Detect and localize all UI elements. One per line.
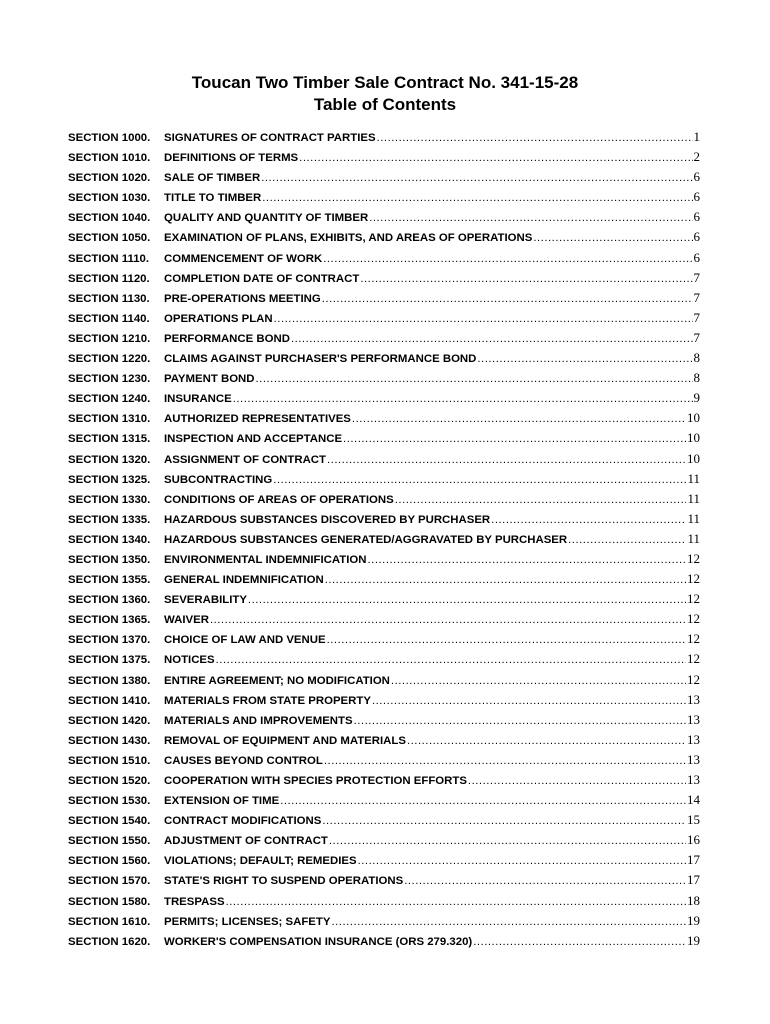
toc-entry[interactable]: [68, 129, 700, 149]
toc-entry[interactable]: [68, 290, 700, 310]
toc-entry[interactable]: [68, 189, 700, 209]
toc-page-number: 10: [687, 450, 700, 466]
toc-dot-leader: [248, 594, 686, 606]
toc-page-number: 13: [687, 751, 700, 767]
toc-entry[interactable]: [68, 692, 700, 712]
toc-section-number: SECTION 1220.: [68, 353, 151, 366]
toc-entry[interactable]: [68, 471, 700, 491]
toc-section-title: EXTENSION OF TIME: [164, 795, 280, 808]
toc-section-number: SECTION 1580.: [68, 895, 151, 908]
toc-entry[interactable]: [68, 430, 700, 450]
toc-entry[interactable]: [68, 933, 700, 953]
toc-entry[interactable]: [68, 893, 700, 913]
toc-entry[interactable]: [68, 370, 700, 390]
toc-page-number: 6: [693, 209, 700, 225]
toc-dot-leader: [404, 875, 686, 887]
toc-section-number: SECTION 1375.: [68, 654, 151, 667]
toc-page-number: 2: [693, 149, 700, 165]
toc-section-title: MATERIALS FROM STATE PROPERTY: [164, 694, 371, 707]
toc-section-title: COMPLETION DATE OF CONTRACT: [164, 272, 360, 285]
toc-page-number: 17: [687, 872, 700, 888]
toc-section-title: DEFINITIONS OF TERMS: [164, 152, 299, 165]
toc-page-number: 7: [693, 269, 700, 285]
toc-dot-leader: [280, 795, 686, 807]
toc-entry[interactable]: [68, 591, 700, 611]
toc-dot-leader: [322, 815, 686, 827]
toc-section-number: SECTION 1520.: [68, 775, 151, 787]
toc-section-title: HAZARDOUS SUBSTANCES GENERATED/AGGRAVATED BY PURCHASER: [164, 533, 568, 546]
toc-section-title: REMOVAL OF EQUIPMENT AND MATERIALS: [164, 734, 406, 747]
toc-section-title: PERMITS; LICENSES; SAFETY: [164, 915, 331, 928]
toc-dot-leader: [407, 735, 686, 747]
toc-section-number: SECTION 1020.: [68, 172, 151, 185]
toc-section-number: SECTION 1610.: [68, 915, 151, 928]
toc-dot-leader: [352, 413, 686, 425]
toc-section-title: EXAMINATION OF PLANS, EXHIBITS, AND AREAS OF OPERATIONS: [164, 232, 533, 245]
toc-dot-leader: [331, 916, 686, 928]
toc-section-number: SECTION 1540.: [68, 815, 151, 828]
toc-page-number: 6: [693, 249, 700, 265]
toc-section-number: SECTION 1365.: [68, 614, 151, 627]
toc-page-number: 11: [687, 490, 700, 506]
toc-page-number: 12: [687, 651, 700, 667]
toc-section-number: SECTION 1350.: [68, 553, 151, 566]
toc-dot-leader: [368, 554, 687, 566]
toc-dot-leader: [329, 835, 686, 847]
toc-page-number: 11: [687, 470, 700, 486]
toc-page-number: 6: [693, 229, 700, 245]
toc-section-title: CONDITIONS OF AREAS OF OPERATIONS: [164, 493, 394, 506]
toc-dot-leader: [262, 192, 692, 204]
toc-dot-leader: [360, 273, 692, 285]
toc-section-title: STATE'S RIGHT TO SUSPEND OPERATIONS: [164, 875, 404, 888]
toc-section-title: SALE OF TIMBER: [164, 172, 261, 185]
toc-dot-leader: [324, 755, 686, 767]
toc-section-number: SECTION 1340.: [68, 533, 151, 546]
toc-section-title: QUALITY AND QUANTITY OF TIMBER: [164, 212, 369, 225]
toc-section-number: SECTION 1320.: [68, 453, 151, 466]
toc-entry[interactable]: [68, 350, 700, 370]
toc-section-title: CHOICE OF LAW AND VENUE: [164, 634, 326, 647]
toc-section-number: SECTION 1110.: [68, 252, 150, 265]
toc-section-number: SECTION 1335.: [68, 513, 151, 526]
toc-heading: Table of Contents: [313, 95, 457, 114]
toc-page-number: 6: [693, 169, 700, 185]
toc-section-number: SECTION 1040.: [68, 212, 151, 225]
toc-section-title: WORKER'S COMPENSATION INSURANCE (ORS 279.320): [164, 935, 473, 948]
toc-section-title: TRESPASS: [164, 895, 225, 908]
toc-section-title: PRE-OPERATIONS MEETING: [164, 292, 321, 305]
toc-page-number: 9: [693, 390, 700, 406]
toc-section-title: ENVIRONMENTAL INDEMNIFICATION: [164, 553, 367, 566]
toc-page-number: 10: [687, 430, 700, 446]
toc-section-number: SECTION 1325.: [68, 473, 151, 486]
toc-entry[interactable]: [68, 410, 700, 430]
toc-page-number: 1: [693, 129, 700, 144]
toc-section-title: WAIVER: [164, 614, 209, 627]
toc-section-title: MATERIALS AND IMPROVEMENTS: [164, 714, 353, 727]
toc-section-number: SECTION 1000.: [68, 132, 151, 144]
toc-entry[interactable]: [68, 872, 700, 892]
toc-section-number: SECTION 1410.: [68, 694, 151, 707]
toc-dot-leader: [273, 474, 686, 486]
toc-section-number: SECTION 1370.: [68, 634, 151, 647]
toc-section-number: SECTION 1355.: [68, 574, 151, 587]
document-heading: [0, 72, 770, 116]
toc-dot-leader: [325, 574, 686, 586]
toc-dot-leader: [468, 775, 686, 787]
toc-section-number: SECTION 1315.: [68, 433, 151, 446]
toc-section-title: AUTHORIZED REPRESENTATIVES: [164, 413, 351, 426]
toc-page-number: 12: [687, 671, 700, 687]
toc-section-title: COOPERATION WITH SPECIES PROTECTION EFFORTS: [164, 775, 467, 787]
toc-entry[interactable]: [68, 551, 700, 571]
toc-dot-leader: [473, 936, 686, 948]
toc-section-number: SECTION 1050.: [68, 232, 151, 245]
toc-section-number: SECTION 1570.: [68, 875, 151, 888]
toc-page-number: 7: [693, 329, 700, 345]
toc-section-title: ASSIGNMENT OF CONTRACT: [164, 453, 326, 466]
toc-page-number: 13: [687, 691, 700, 707]
toc-section-number: SECTION 1330.: [68, 493, 151, 506]
toc-entry[interactable]: [68, 732, 700, 752]
toc-page-number: 12: [687, 571, 700, 587]
toc-section-number: SECTION 1240.: [68, 393, 151, 406]
toc-page-number: 16: [687, 832, 700, 848]
toc-section-title: CAUSES BEYOND CONTROL: [164, 754, 323, 767]
toc-section-title: ENTIRE AGREEMENT; NO MODIFICATION: [164, 674, 390, 687]
toc-dot-leader: [327, 454, 686, 466]
toc-section-title: GENERAL INDEMNIFICATION: [164, 574, 324, 587]
toc-section-title: VIOLATIONS; DEFAULT; REMEDIES: [164, 855, 357, 868]
toc-entry[interactable]: [68, 149, 700, 169]
toc-section-number: SECTION 1550.: [68, 835, 151, 848]
toc-dot-leader: [261, 172, 692, 184]
toc-section-title: COMMENCEMENT OF WORK: [164, 252, 323, 265]
toc-page-number: 14: [687, 792, 700, 808]
toc-dot-leader: [358, 855, 686, 867]
toc-section-number: SECTION 1210.: [68, 332, 151, 345]
toc-page-number: 6: [693, 189, 700, 205]
toc-entry[interactable]: [68, 571, 700, 591]
toc-section-title: NOTICES: [164, 654, 215, 667]
toc-dot-leader: [369, 212, 692, 224]
toc-section-title: SIGNATURES OF CONTRACT PARTIES: [164, 132, 376, 144]
toc-dot-leader: [226, 896, 686, 908]
toc-entry[interactable]: [68, 913, 700, 933]
toc-entry[interactable]: [68, 511, 700, 531]
document-title: Toucan Two Timber Sale Contract No. 341-15-28: [191, 73, 579, 92]
toc-section-title: TITLE TO TIMBER: [164, 192, 262, 205]
toc-section-title: PERFORMANCE BOND: [164, 332, 290, 345]
table-of-contents: [68, 129, 700, 953]
toc-page-number: 12: [687, 591, 700, 607]
toc-entry[interactable]: [68, 390, 700, 410]
toc-dot-leader: [216, 654, 686, 666]
toc-entry[interactable]: [68, 631, 700, 651]
toc-section-number: SECTION 1030.: [68, 192, 151, 205]
toc-page-number: 11: [687, 530, 700, 546]
toc-entry[interactable]: [68, 250, 700, 270]
toc-page-number: 8: [693, 370, 700, 386]
toc-page-number: 18: [687, 892, 700, 908]
toc-entry[interactable]: [68, 712, 700, 732]
toc-page-number: 13: [687, 711, 700, 727]
toc-section-number: SECTION 1130.: [68, 292, 150, 305]
toc-section-number: SECTION 1380.: [68, 674, 151, 687]
toc-section-number: SECTION 1420.: [68, 714, 151, 727]
toc-entry[interactable]: [68, 772, 700, 792]
toc-entry[interactable]: [68, 752, 700, 772]
toc-section-number: SECTION 1140.: [68, 312, 150, 325]
toc-page-number: 17: [687, 852, 700, 868]
toc-entry[interactable]: [68, 209, 700, 229]
toc-dot-leader: [256, 373, 693, 385]
toc-dot-leader: [233, 393, 693, 405]
toc-page-number: 12: [687, 631, 700, 647]
toc-dot-leader: [274, 313, 693, 325]
toc-dot-leader: [323, 253, 692, 265]
toc-page-number: 13: [687, 731, 700, 747]
toc-page-number: 12: [687, 611, 700, 627]
toc-dot-leader: [395, 494, 687, 506]
toc-entry[interactable]: [68, 651, 700, 671]
toc-page-number: 13: [687, 772, 700, 787]
toc-page-number: 8: [693, 350, 700, 366]
toc-entry[interactable]: [68, 330, 700, 350]
toc-dot-leader: [477, 353, 692, 365]
toc-dot-leader: [354, 715, 686, 727]
toc-entry[interactable]: [68, 169, 700, 189]
toc-section-title: CONTRACT MODIFICATIONS: [164, 815, 322, 828]
toc-section-title: INSURANCE: [164, 393, 232, 406]
toc-dot-leader: [299, 152, 692, 164]
toc-section-number: SECTION 1360.: [68, 594, 151, 607]
toc-entry[interactable]: [68, 672, 700, 692]
toc-page-number: 19: [687, 912, 700, 928]
toc-section-number: SECTION 1560.: [68, 855, 151, 868]
toc-dot-leader: [322, 293, 693, 305]
toc-section-title: INSPECTION AND ACCEPTANCE: [164, 433, 343, 446]
toc-entry[interactable]: [68, 832, 700, 852]
toc-entry[interactable]: [68, 792, 700, 812]
toc-page-number: 19: [687, 932, 700, 948]
toc-entry[interactable]: [68, 491, 700, 511]
toc-section-title: OPERATIONS PLAN: [164, 312, 273, 325]
toc-entry[interactable]: [68, 611, 700, 631]
toc-section-number: SECTION 1310.: [68, 413, 151, 426]
toc-entry[interactable]: [68, 229, 700, 249]
toc-entry[interactable]: [68, 812, 700, 832]
toc-dot-leader: [491, 514, 686, 526]
toc-dot-leader: [568, 534, 686, 546]
toc-section-title: PAYMENT BOND: [164, 373, 255, 386]
toc-section-title: SUBCONTRACTING: [164, 473, 273, 486]
toc-page-number: 10: [687, 410, 700, 426]
toc-section-title: ADJUSTMENT OF CONTRACT: [164, 835, 328, 848]
toc-section-number: SECTION 1010.: [68, 152, 151, 165]
toc-page-number: 7: [693, 289, 700, 305]
toc-section-number: SECTION 1530.: [68, 795, 151, 808]
toc-section-number: SECTION 1120.: [68, 272, 150, 285]
toc-dot-leader: [327, 634, 686, 646]
toc-section-title: HAZARDOUS SUBSTANCES DISCOVERED BY PURCHASER: [164, 513, 491, 526]
toc-page-number: 11: [687, 510, 700, 526]
toc-section-number: SECTION 1510.: [68, 754, 151, 767]
toc-entry[interactable]: [68, 531, 700, 551]
toc-section-number: SECTION 1430.: [68, 734, 151, 747]
toc-dot-leader: [210, 614, 686, 626]
toc-dot-leader: [372, 695, 686, 707]
toc-dot-leader: [391, 675, 686, 687]
toc-page-number: 7: [693, 309, 700, 325]
toc-page-number: 15: [687, 812, 700, 828]
toc-section-title: CLAIMS AGAINST PURCHASER'S PERFORMANCE BOND: [164, 353, 477, 366]
toc-entry[interactable]: [68, 451, 700, 471]
toc-entry[interactable]: [68, 270, 700, 290]
toc-dot-leader: [291, 333, 693, 345]
toc-dot-leader: [377, 132, 693, 144]
toc-section-number: SECTION 1620.: [68, 935, 151, 948]
toc-dot-leader: [533, 232, 692, 244]
toc-entry[interactable]: [68, 852, 700, 872]
toc-page-number: 12: [687, 550, 700, 566]
toc-dot-leader: [343, 433, 686, 445]
toc-section-title: SEVERABILITY: [164, 594, 247, 607]
toc-entry[interactable]: [68, 310, 700, 330]
toc-section-number: SECTION 1230.: [68, 373, 151, 386]
